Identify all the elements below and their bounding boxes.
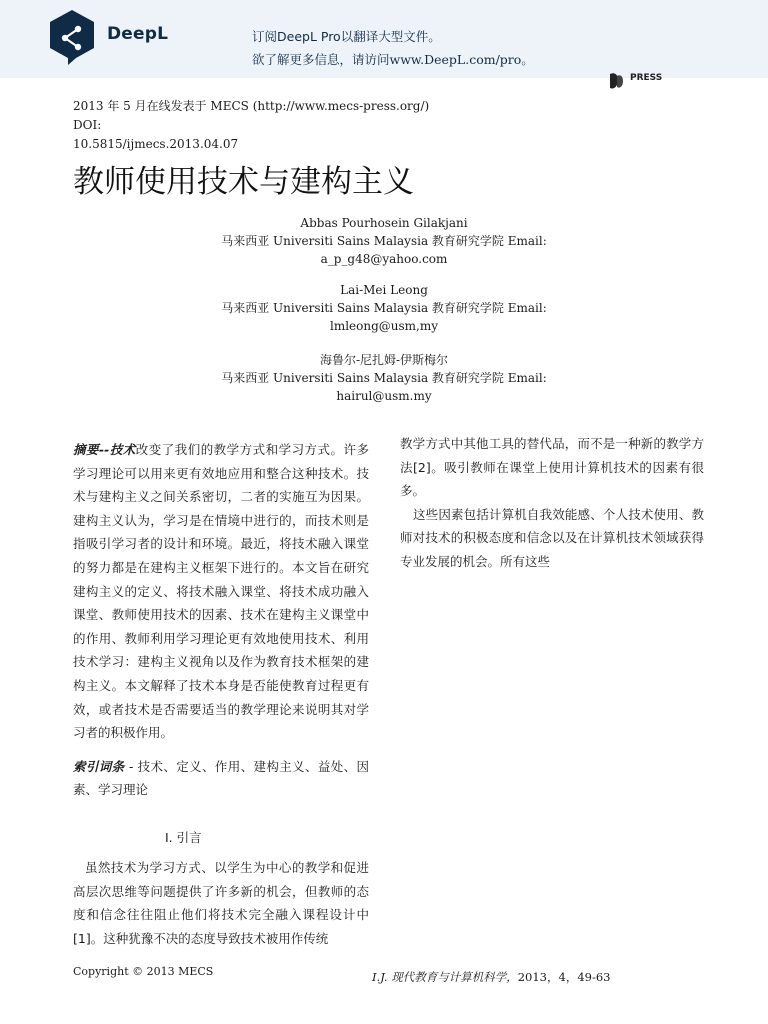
deepl-banner <box>0 0 768 78</box>
deepl-pro-link[interactable]: www.DeepL.com/pro。 <box>389 52 534 67</box>
banner-subscribe-text: 订阅DeepL Pro以翻译大型文件。 <box>252 29 441 44</box>
publisher-logo-icon <box>608 70 666 92</box>
copyright-footer: Copyright © 2013 MECS <box>73 965 214 978</box>
author-email[interactable]: hairul@usm.my <box>336 389 432 403</box>
author-affiliation: 马来西亚 Universiti Sains Malaysia 教育研究学院 Email: <box>221 234 547 248</box>
journal-name: I.J. 现代教育与计算机科学， <box>372 970 518 984</box>
journal-volume: 2013，4，49-63 <box>517 970 611 984</box>
author-affiliation: 马来西亚 Universiti Sains Malaysia 教育研究学院 Email: <box>221 371 547 385</box>
section-heading: I. 引言 <box>165 830 202 845</box>
abstract-label: 摘要--技术 <box>73 442 136 457</box>
left-column <box>73 438 369 802</box>
index-terms-text: - 技术、定义、作用、建构主义、益处、因素、学习理论 <box>73 758 369 798</box>
publisher-logo-text: PRESS <box>630 73 663 83</box>
journal-footer <box>372 969 610 985</box>
deepl-logo-text: DeepL <box>107 24 169 44</box>
author-email[interactable]: a_p_g48@yahoo.com <box>320 252 448 266</box>
banner-info-text <box>252 50 534 68</box>
right-paragraph-1: 教学方式中其他工具的替代品，而不是一种新的教学方法[2]。吸引教师在课堂上使用计算机技术的因素有很多。 <box>400 436 704 499</box>
author-block <box>200 214 568 268</box>
banner-info-prefix: 欲了解更多信息，请访问 <box>252 52 390 67</box>
doi-line: 10.5815/ijmecs.2013.04.07 <box>73 137 239 151</box>
author-name: Abbas Pourhosein Gilakjani <box>300 216 468 230</box>
author-block <box>200 281 568 335</box>
author-name: 海鲁尔-尼扎姆-伊斯梅尔 <box>319 353 449 367</box>
introduction-paragraph: 虽然技术为学习方式、以学生为中心的教学和促进高层次思维等问题提供了许多新的机会，但教师的态度和信念往往阻止他们将技术完全融入课程设计中[1]。这种犹豫不决的态度导致技术被用作传统 <box>73 860 369 946</box>
right-paragraph-2: 这些因素包括计算机自我效能感、个人技术使用、教师对技术的积极态度和信念以及在计算机技术领域获得专业发展的机会。所有这些 <box>400 506 704 569</box>
author-block <box>200 351 568 405</box>
index-terms-label: 索引词条 <box>73 758 125 774</box>
author-affiliation: 马来西亚 Universiti Sains Malaysia 教育研究学院 Email: <box>221 301 547 315</box>
deepl-logo-icon <box>46 8 98 66</box>
abstract-text: 改变了我们的教学方式和学习方式。许多学习理论可以用来更有效地应用和整合这种技术。技术与建构主义之间关系密切，二者的实施互为因果。建构主义认为，学习是在情境中进行的，而技术则是指吸引学习者的设计和环境。最近，将技术融入课堂的努力都是在建构主义框架下进行的。本文旨在研究建构主义的定义、将技术融入课堂、将技术成功融入课堂、教师使用技术的因素、技术在建构主义课堂中的作用、教师利用学习理论更有效地使用技术、利用技术学习：建构主义视角以及作为教育技术框架的建构主义。本文解释了技术本身是否能使教育过程更有效，或者技术是否需要适当的教学理论来说明其对学习者的积极作用。 <box>73 442 369 741</box>
publication-line: 2013 年 5 月在线发表于 MECS (http://www.mecs-press.org/) DOI: <box>73 99 430 132</box>
index-terms <box>73 755 369 802</box>
publication-info <box>73 97 453 154</box>
paper-title: 教师使用技术与建构主义 <box>73 164 414 200</box>
author-email[interactable]: lmleong@usm,my <box>329 319 439 333</box>
author-name: Lai-Mei Leong <box>340 283 428 297</box>
abstract <box>73 438 369 745</box>
right-column <box>400 432 704 574</box>
